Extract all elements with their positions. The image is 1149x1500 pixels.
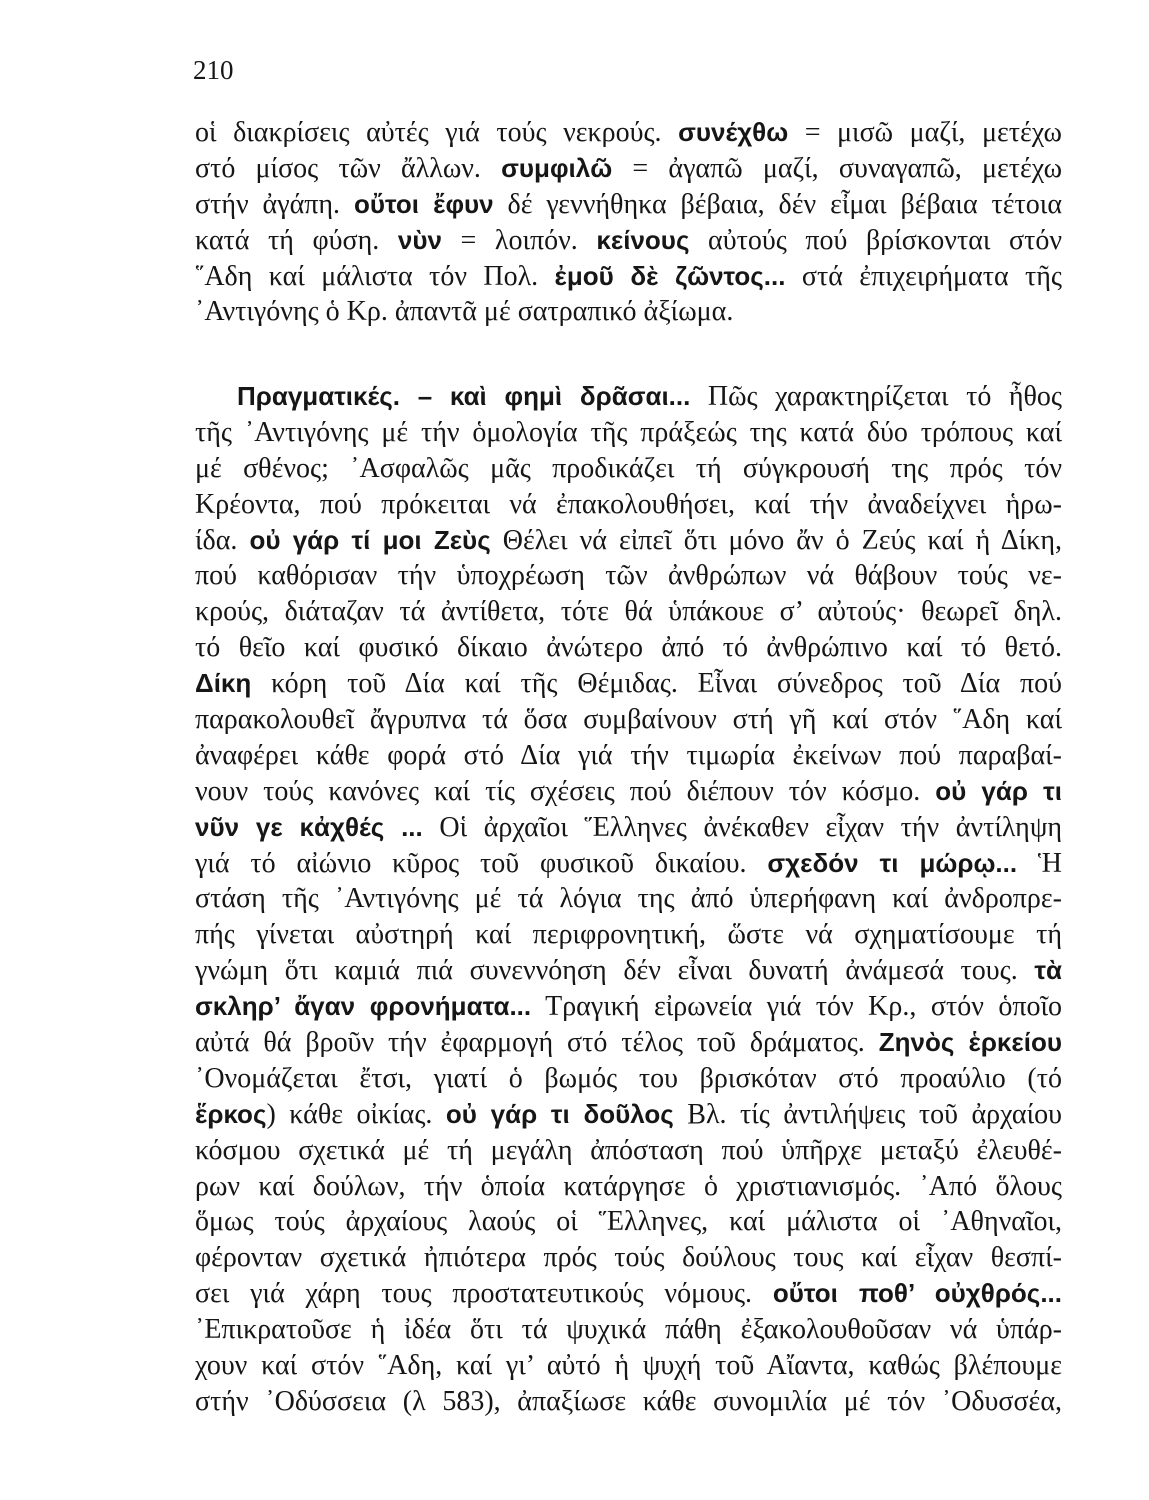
line-content: [195, 523, 1062, 559]
line-content: [195, 187, 1062, 223]
text-line: [195, 989, 1062, 1025]
line-content: [195, 294, 733, 330]
line-content: [195, 810, 1062, 846]
line-content: [195, 1384, 1062, 1420]
lemma-term: οὐ γάρ τί μοι Ζεὺς: [249, 524, 491, 555]
text-line: [195, 115, 1062, 151]
lemma-term: τὰ: [1034, 955, 1062, 986]
text-line: [195, 666, 1062, 702]
lemma-term: συνέχθω: [678, 117, 789, 147]
line-content: [195, 738, 1062, 774]
text-run: πού καθόρισαν τήν ὑποχρέωση τῶν ἀνθρώπων νά θάβουν τούς νε-: [195, 560, 1062, 592]
text-line: [195, 594, 1062, 630]
line-content: [195, 702, 1062, 738]
text-run: Τραγική εἰρωνεία γιά τόν Κρ., στόν ὁποῖο: [531, 991, 1063, 1023]
text-run: παρακολουθεῖ ἄγρυπνα τά ὅσα συμβαίνουν στή γῆ καί στόν ῞Αδη καί: [195, 704, 1062, 736]
text-line: [195, 558, 1062, 594]
text-line: [195, 1061, 1062, 1097]
text-line: [195, 1276, 1062, 1312]
text-line: [195, 151, 1062, 187]
text-line: [195, 415, 1062, 451]
line-content: [195, 630, 1062, 666]
text-line: [195, 1204, 1062, 1240]
text-run: ᾿Επικρατοῦσε ἡ ἰδέα ὅτι τά ψυχικά πάθη ἐξακολουθοῦσαν νά ὑπάρ-: [195, 1314, 1062, 1346]
text-run: ίδα.: [195, 524, 250, 556]
text-run: φέρονταν σχετικά ἠπιότερα πρός τούς δούλους τους καί εἶχαν θεσπί-: [195, 1242, 1062, 1274]
text-run: κρούς, διάταζαν τά ἀντίθετα, τότε θά ὑπάκουε σ’ αὐτούς· θεωρεῖ δηλ.: [195, 596, 1062, 628]
text-run: τῆς ᾿Αντιγόνης μέ τήν ὁμολογία τῆς πράξεώς της κατά δύο τρόπους καί: [195, 416, 1062, 448]
text-run: δέ γεννήθηκα βέβαια, δέν εἶμαι βέβαια τέτοια: [493, 188, 1062, 220]
text-line: [195, 294, 1062, 330]
line-content: [195, 415, 1062, 451]
line-content: [195, 881, 1062, 917]
lemma-term: οὐ γάρ τι δοῦλος: [445, 1098, 674, 1129]
text-line: [195, 702, 1062, 738]
line-content: [195, 1276, 1062, 1312]
text-run: γνώμη ὅτι καμιά πιά συνεννόηση δέν εἶναι δυνατή ἀνάμεσά τους.: [195, 955, 1035, 987]
text-run: πής γίνεται αὐστηρή καί περιφρονητική, ὥστε νά σχηματίσουμε τή: [195, 919, 1062, 951]
text-run: Βλ. τίς ἀντιλήψεις τοῦ ἀρχαίου: [673, 1098, 1063, 1130]
line-content: [195, 223, 1062, 259]
text-run: στήν ἀγάπη.: [195, 188, 354, 220]
text-line: [195, 846, 1062, 882]
text-run: κόσμου σχετικά μέ τή μεγάλη ἀπόσταση πού ὑπῆρχε μεταξύ ἐλευθέ-: [195, 1134, 1062, 1166]
text-run: νουν τούς κανόνες καί τίς σχέσεις πού διέπουν τόν κόσμο.: [195, 775, 936, 807]
lemma-term: συμφιλῶ: [501, 152, 613, 183]
lemma-term: Πραγματικές. – καὶ φημὶ δρᾶσαι...: [237, 381, 691, 411]
text-line: [195, 487, 1062, 523]
line-content: [195, 115, 1062, 151]
text-run: Θέλει νά εἰπεῖ ὅτι μόνο ἄν ὁ Ζεύς καί ἡ Δίκη,: [490, 524, 1063, 556]
text-line: [195, 1348, 1062, 1384]
lemma-term: ἐμοῦ δὲ ζῶντος...: [554, 260, 786, 291]
text-line: [195, 881, 1062, 917]
text-run: στήν ᾿Οδύσσεια (λ 583), ἀπαξίωσε κάθε συνομιλία μέ τόν ᾿Οδυσσέα,: [195, 1385, 1062, 1417]
text-run: Κρέοντα, πού πρόκειται νά ἐπακολουθήσει, καί τήν ἀναδείχνει ἡρω-: [195, 488, 1062, 520]
lemma-term: νὺν: [397, 224, 442, 255]
text-run: κατά τή φύση.: [195, 224, 398, 256]
line-content: [195, 846, 1062, 882]
text-run: τό θεῖο καί φυσικό δίκαιο ἀνώτερο ἀπό τό ἀνθρώπινο καί τό θετό.: [195, 632, 1062, 664]
line-content: [195, 487, 1062, 523]
text-line: [195, 810, 1062, 846]
text-line: [195, 379, 1062, 415]
lemma-term: σχεδόν τι μώρῳ...: [767, 847, 1018, 878]
text-run: ᾿Αντιγόνης ὁ Κρ. ἀπαντᾶ μέ σατραπικό ἀξίωμα.: [195, 296, 734, 328]
text-run: Ἡ: [1017, 847, 1062, 879]
text-line: [195, 523, 1062, 559]
text-run: αὐτούς πού βρίσκονται στόν: [689, 224, 1063, 256]
text-line: [195, 1097, 1062, 1133]
line-content: [237, 379, 1062, 415]
line-content: [195, 917, 1062, 953]
text-run: στά ἐπιχειρήματα τῆς: [785, 260, 1062, 292]
line-content: [195, 1025, 1062, 1061]
lemma-term: σκληρ’ ἄγαν φρονήματα...: [195, 991, 532, 1022]
text-run: ὅμως τούς ἀρχαίους λαούς οἱ Ἕλληνες, καί μάλιστα οἱ ᾿Αθηναῖοι,: [195, 1206, 1062, 1238]
text-run: = μισῶ μαζί, μετέχω: [788, 117, 1062, 148]
text-run: στό μίσος τῶν ἄλλων.: [195, 152, 502, 184]
line-content: [195, 259, 1062, 295]
text-line: [195, 1240, 1062, 1276]
text-line: [195, 953, 1062, 989]
text-line: [195, 630, 1062, 666]
text-line: [195, 738, 1062, 774]
page-number: 210: [193, 55, 234, 85]
text-line: [195, 223, 1062, 259]
text-line: [195, 259, 1062, 295]
text-run: ῞Αδη καί μάλιστα τόν Πολ.: [195, 260, 555, 292]
text-line: [195, 1169, 1062, 1205]
text-line: [195, 451, 1062, 487]
lemma-term: νῦν γε κἀχθές ...: [195, 811, 423, 842]
text-line: [195, 774, 1062, 810]
text-run: ᾿Ονομάζεται ἔτσι, γιατί ὁ βωμός του βρισκόταν στό προαύλιο (τό: [195, 1062, 1062, 1094]
lemma-term: ἕρκος: [195, 1098, 267, 1129]
text-line: [195, 917, 1062, 953]
commentary-paragraph: [195, 115, 1062, 330]
line-content: [195, 558, 1062, 594]
text-run: χουν καί στόν ῞Αδη, καί γι’ αὐτό ἡ ψυχή τοῦ Αἴαντα, καθώς βλέπουμε: [195, 1350, 1062, 1382]
text-run: ρων καί δούλων, τήν ὁποία κατάργησε ὁ χριστιανισμός. ᾿Από ὅλους: [195, 1170, 1062, 1202]
line-content: [195, 1204, 1062, 1240]
line-content: [195, 151, 1062, 187]
line-content: [195, 1169, 1062, 1205]
lemma-term: οὔτοι ποθ’ οὐχθρός...: [772, 1278, 1062, 1309]
line-content: [195, 451, 1062, 487]
lemma-term: Δίκη: [195, 668, 252, 699]
text-line: [195, 1025, 1062, 1061]
lemma-term: οὐ γάρ τι: [935, 775, 1062, 806]
text-run: ἀναφέρει κάθε φορά στό Δία γιά τήν τιμωρία ἐκείνων πού παραβαί-: [195, 739, 1062, 771]
line-content: [195, 1097, 1062, 1133]
text-line: [195, 1133, 1062, 1169]
lemma-term: Ζηνὸς ἑρκείου: [878, 1027, 1062, 1058]
lemma-term: κείνους: [596, 224, 690, 255]
lemma-term: οὔτοι ἔφυν: [353, 188, 494, 219]
line-content: [195, 774, 1062, 810]
text-run: γιά τό αἰώνιο κῦρος τοῦ φυσικοῦ δικαίου.: [195, 847, 768, 879]
line-content: [195, 666, 1062, 702]
text-run: στάση τῆς ᾿Αντιγόνης μέ τά λόγια της ἀπό ὑπερήφανη καί ἀνδροπρε-: [195, 883, 1062, 915]
line-content: [195, 1240, 1062, 1276]
line-content: [195, 1133, 1062, 1169]
text-run: ) κάθε οἰκίας.: [266, 1098, 446, 1130]
commentary-paragraph: [195, 379, 1062, 1420]
line-content: [195, 1312, 1062, 1348]
line-content: [195, 953, 1062, 989]
text-line: [195, 187, 1062, 223]
text-run: αὐτά θά βροῦν τήν ἐφαρμογή στό τέλος τοῦ δράματος.: [195, 1027, 879, 1059]
text-run: = ἀγαπῶ μαζί, συναγαπῶ, μετέχω: [612, 152, 1062, 184]
text-run: σει γιά χάρη τους προστατευτικούς νόμους.: [195, 1278, 773, 1310]
line-content: [195, 594, 1062, 630]
text-run: κόρη τοῦ Δία καί τῆς Θέμιδας. Εἶναι σύνεδρος τοῦ Δία πού: [251, 668, 1062, 700]
text-run: = λοιπόν.: [441, 224, 597, 256]
line-content: [195, 1348, 1062, 1384]
line-content: [195, 989, 1062, 1025]
line-content: [195, 1061, 1062, 1097]
text-run: Οἱ ἀρχαῖοι Ἕλληνες ἀνέκαθεν εἶχαν τήν ἀντίληψη: [422, 811, 1062, 843]
text-run: οἱ διακρίσεις αὐτές γιά τούς νεκρούς.: [195, 117, 679, 148]
text-line: [195, 1312, 1062, 1348]
text-run: Πῶς χαρακτηρίζεται τό ἦθος: [690, 381, 1062, 412]
text-line: [195, 1384, 1062, 1420]
text-run: μέ σθένος; ᾿Ασφαλῶς μᾶς προδικάζει τή σύγκρουσή της πρός τόν: [195, 452, 1062, 484]
